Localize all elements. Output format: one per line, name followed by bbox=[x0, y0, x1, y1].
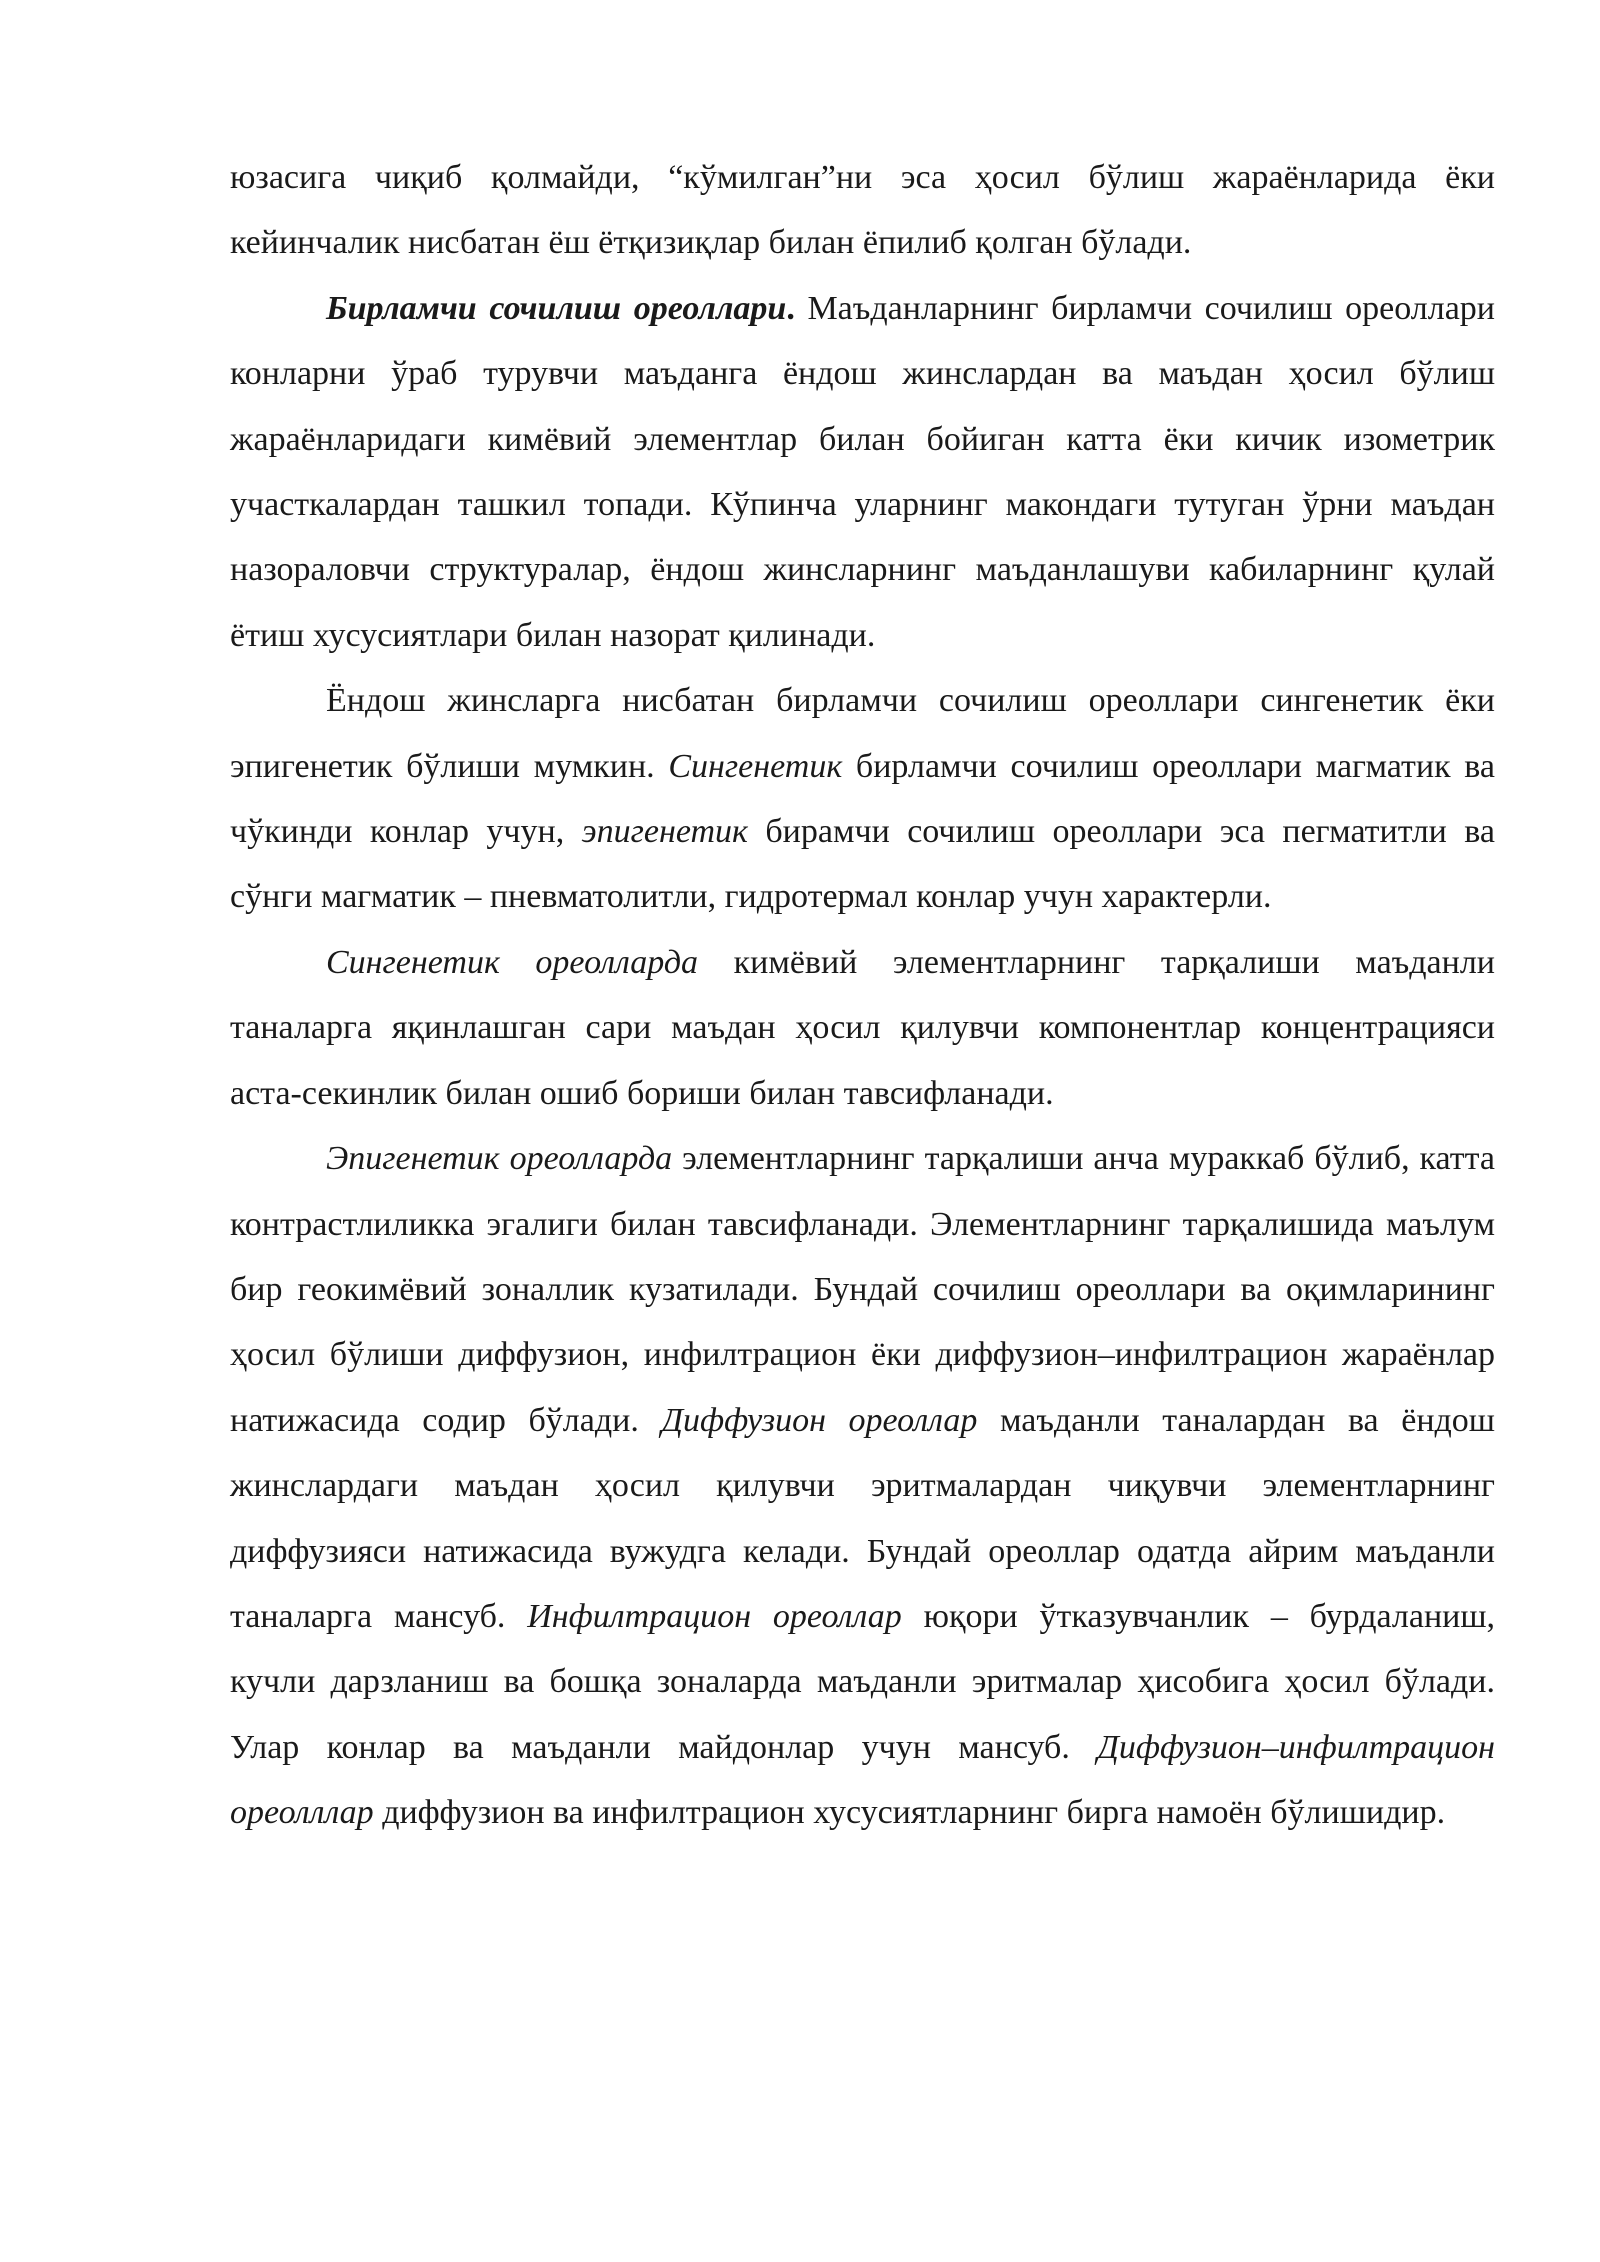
paragraph bbox=[230, 145, 1495, 276]
paragraph-text: юқори ўтказувчанлик – бурдаланиш, кучли дарзланиш ва бошқа зоналарда маъданли эритмалар ҳисобига ҳосил бўлади. Улар конлар ва маъданли майдонлар учун мансуб. bbox=[230, 1597, 1496, 1766]
italic-term: Сингенетик ореолларда bbox=[326, 943, 699, 981]
paragraph-text: Маъданларнинг бирламчи сочилиш ореоллари конларни ўраб турувчи маъданга ёндош жинслардан ва маъдан ҳосил бўлиш жараёнларидаги кимёвий элементлар билан бойиган катта ёки кичик изометрик участкалардан ташкил топади. Кўпинча уларнинг макондаги тутуган ўрни маъдан назораловчи структуралар, ёндош жинсларнинг маъданлашуви кабиларнинг қулай ётиш хусусиятлари билан назорат қилинади. bbox=[230, 289, 1495, 654]
paragraph-text: маъданли таналардан ва ёндош жинслардаги маъдан ҳосил қилувчи эритмалардан чиқувчи элементларнинг диффузияси натижасида вужудга келади. Бундай ореоллар одатда айрим маъданли таналарга мансуб. bbox=[230, 1401, 1495, 1635]
paragraph-text: элементларнинг тарқалиши анча мураккаб бўлиб, катта контрастлиликка эгалиги билан тавсифланади. Элементларнинг тарқалишида маълум бир геокимёвий зоналлик кузатилади. Бундай сочилиш ореоллари ва оқимларининг ҳосил бўлиши диффузион, инфилтрацион ёки диффузион–инфилтрацион жараёнлар натижасида содир бўлади. bbox=[230, 1140, 1495, 1439]
italic-term: Эпигенетик ореолларда bbox=[326, 1140, 673, 1178]
paragraph bbox=[230, 930, 1495, 1126]
paragraph-text: бирламчи сочилиш ореоллари магматик ва чўкинди конлар учун, bbox=[230, 747, 1495, 851]
paragraph-text: юзасига чиқиб қолмайди, “кўмилган”ни эса ҳосил бўлиш жараёнларида ёки кейинчалик нисбатан ёш ётқизиқлар билан ёпилиб қолган бўлади. bbox=[230, 159, 1495, 262]
italic-term: Инфилтрацион ореоллар bbox=[527, 1597, 902, 1635]
paragraph-text: бирамчи сочилиш ореоллари эса пегматитли ва сўнги магматик – пневматолитли, гидротермал конлар учун характерли. bbox=[230, 813, 1496, 916]
paragraph-primary-halos bbox=[230, 276, 1495, 668]
paragraph bbox=[230, 1126, 1495, 1845]
italic-term: Диффузион ореоллар bbox=[661, 1401, 978, 1439]
italic-term: эпигенетик bbox=[581, 813, 748, 851]
italic-term: Сингенетик bbox=[668, 747, 843, 785]
section-heading: Бирламчи сочилиш ореоллари bbox=[326, 289, 787, 327]
paragraph-text: кимёвий элементларнинг тарқалиши маъданли таналарга яқинлашган сари маъдан ҳосил қилувчи компонентлар концентрацияси аста-секинлик билан ошиб бориши билан тавсифланади. bbox=[230, 943, 1496, 1112]
paragraph-text: Ёндош жинсларга нисбатан бирламчи сочилиш ореоллари сингенетик ёки эпигенетик бўлиши мумкин. bbox=[230, 682, 1495, 785]
paragraph bbox=[230, 668, 1495, 930]
document-body bbox=[230, 145, 1495, 1846]
paragraph-text: диффузион ва инфилтрацион хусусиятларнинг бирга намоён бўлишидир. bbox=[373, 1794, 1446, 1832]
heading-period: . bbox=[786, 289, 795, 327]
italic-term: Диффузион–инфилтрацион ореолллар bbox=[230, 1728, 1495, 1832]
